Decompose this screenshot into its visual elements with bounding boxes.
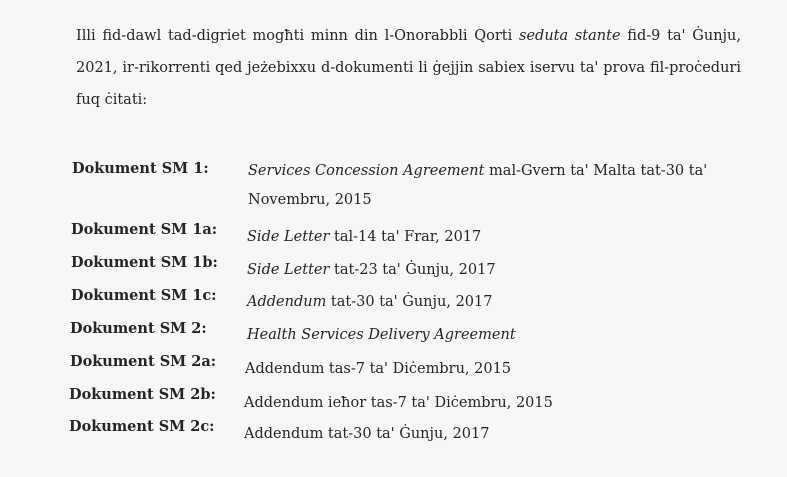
document-title-italic: Services Concession Agreement	[248, 163, 485, 179]
document-description-text: tat-23 ta' Ġunju, 2017	[329, 262, 496, 278]
document-description	[247, 256, 747, 285]
document-label: Dokument SM 1a:	[71, 221, 218, 238]
document-description	[247, 321, 747, 350]
intro-text-2: fid-9 ta' Ġunju, 2021, ir-rikorrenti qed jeżebixxu d-dokumenti li ġejjin sabiex iservu ta' prova fil-proċeduri fuq ċitati:	[76, 28, 741, 108]
document-description-text: Addendum tas-7 ta' Diċembru, 2015	[245, 361, 512, 377]
document-label: Dokument SM 2a:	[70, 353, 217, 370]
document-title-italic: Side Letter	[247, 262, 330, 278]
document-description-text: tal-14 ta' Frar, 2017	[329, 229, 482, 245]
document-title-italic: Addendum	[247, 294, 327, 310]
document-label: Dokument SM 1:	[72, 160, 209, 177]
intro-text-1: Illi fid-dawl tad-digriet mogħti minn din l-Onorabbli Qorti	[76, 28, 520, 44]
document-label: Dokument SM 1b:	[71, 254, 218, 271]
document-label: Dokument SM 2c:	[69, 418, 215, 435]
document-description-text: Addendum tat-30 ta' Ġunju, 2017	[244, 426, 490, 442]
document-description-text: tat-30 ta' Ġunju, 2017	[326, 294, 493, 310]
document-description-text: mal-Gvern ta' Malta tat-30 ta' Novembru, 2015	[248, 163, 708, 208]
document-description	[245, 355, 745, 384]
document-description	[248, 157, 748, 215]
intro-italic-text: seduta stante	[519, 28, 621, 44]
document-label: Dokument SM 2b:	[69, 386, 216, 403]
document-title-italic: Health Services Delivery Agreement	[247, 327, 516, 343]
document-description	[244, 420, 744, 449]
document-description	[247, 288, 747, 317]
document-title-italic: Side Letter	[247, 229, 330, 245]
document-description	[247, 223, 747, 252]
document-description	[244, 389, 744, 418]
document-label: Dokument SM 2:	[70, 320, 207, 337]
document-description-text: Addendum ieħor tas-7 ta' Diċembru, 2015	[244, 395, 553, 411]
document-label: Dokument SM 1c:	[71, 287, 217, 304]
